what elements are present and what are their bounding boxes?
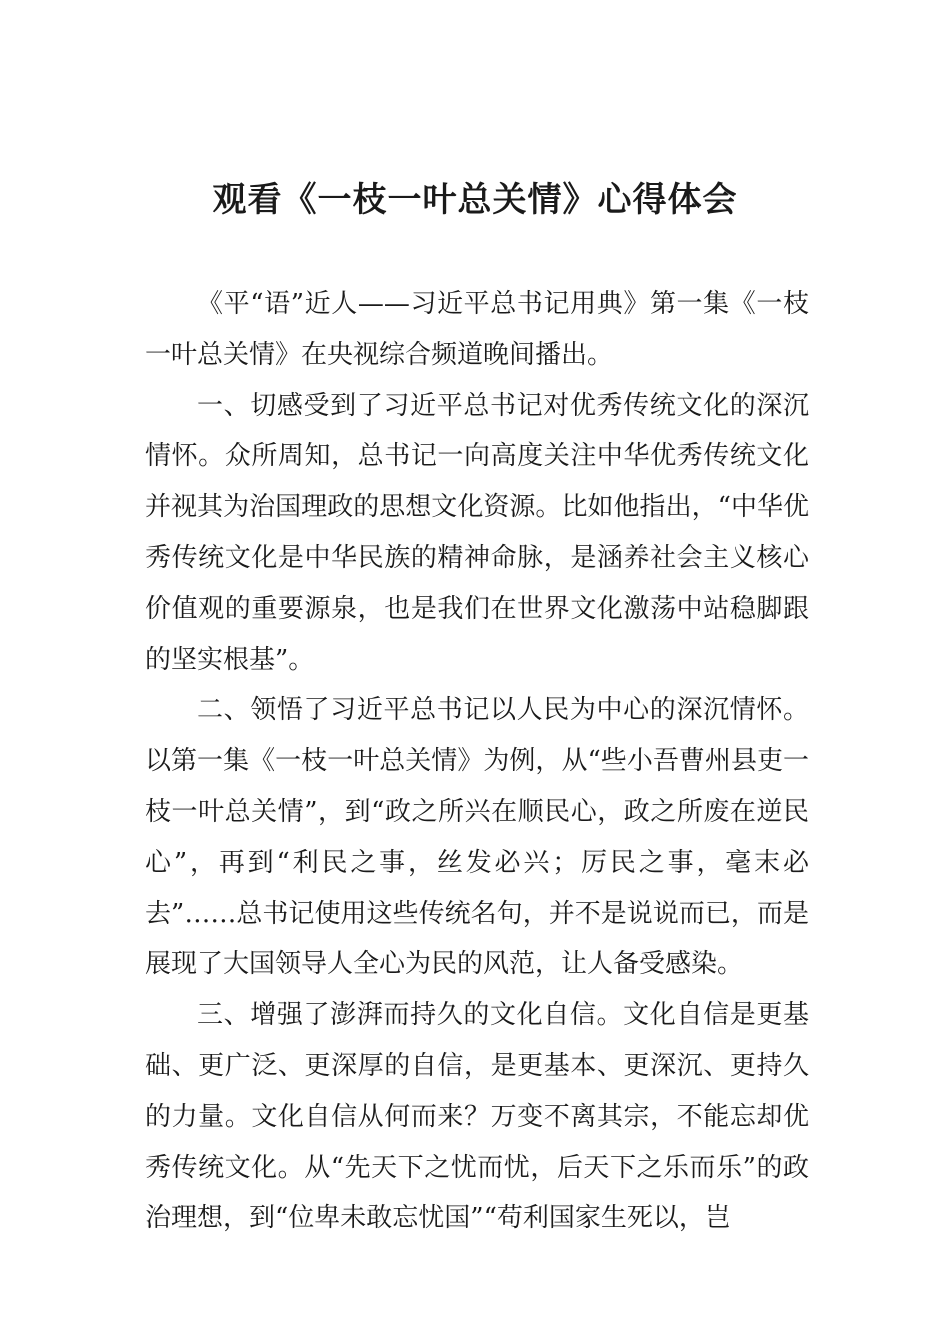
paragraph-three: 三、增强了澎湃而持久的文化自信。文化自信是更基础、更广泛、更深厚的自信，是更基本、更深沉、更持久的力量。文化自信从何而来？万变不离其宗，不能忘却优秀传统文化。从“先天下之忧而忧，后天下之乐而乐”的政治理想，到“位卑未敢忘忧国”“苟利国家生死以，岂 xyxy=(145,1000,809,1234)
paragraph-intro: 《平“语”近人——习近平总书记用典》第一集《一枝一叶总关情》在央视综合频道晚间播出。 xyxy=(145,289,809,370)
paragraph-two: 二、领悟了习近平总书记以人民为中心的深沉情怀。以第一集《一枝一叶总关情》为例，从“些小吾曹州县吏一枝一叶总关情”，到“政之所兴在顺民心，政之所废在逆民心”，再到“利民之事，丝发必兴；厉民之事，毫末必去”……总书记使用这些传统名句，并不是说说而已，而是展现了大国领导人全心为民的风范，让人备受感染。 xyxy=(145,695,809,980)
paragraph-one: 一、切感受到了习近平总书记对优秀传统文化的深沉情怀。众所周知，总书记一向高度关注中华优秀传统文化并视其为治国理政的思想文化资源。比如他指出，“中华优秀传统文化是中华民族的精神命脉，是涵养社会主义核心价值观的重要源泉，也是我们在世界文化激荡中站稳脚跟的坚实根基”。 xyxy=(145,390,809,675)
document-title: 观看《一枝一叶总关情》心得体会 xyxy=(212,180,738,220)
document-body xyxy=(145,279,809,1244)
